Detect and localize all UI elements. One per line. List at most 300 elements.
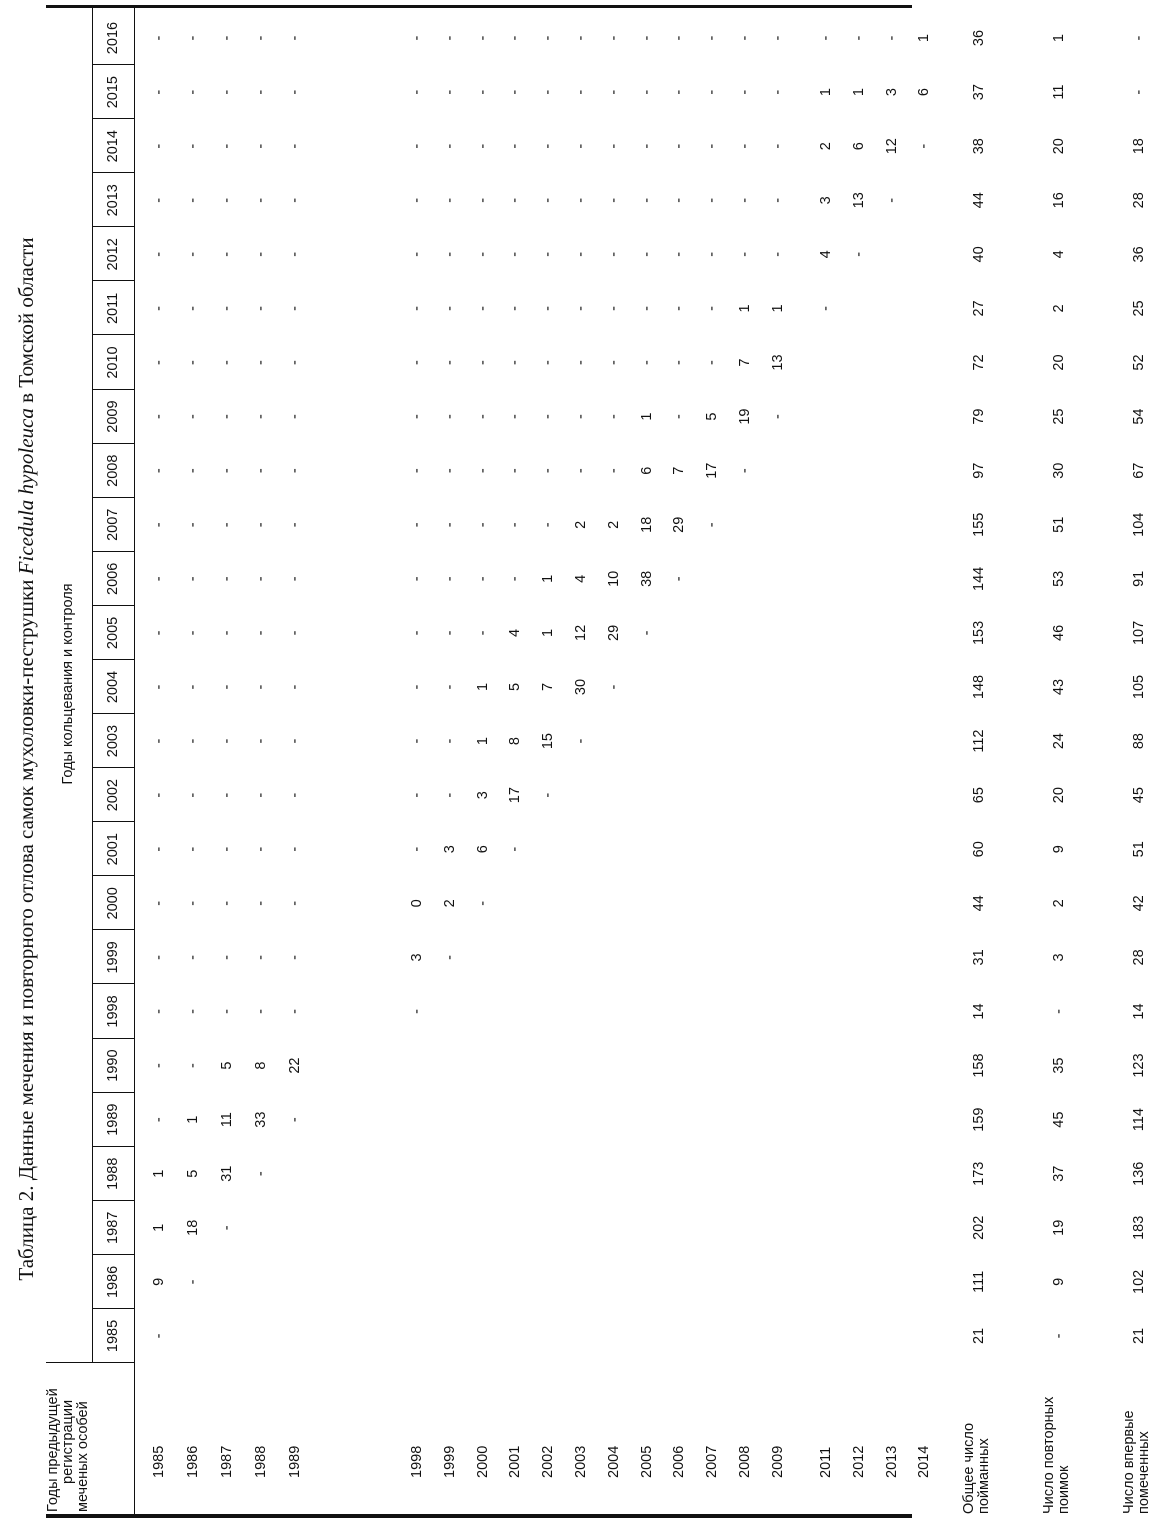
summary-cell: 36 (1131, 246, 1147, 263)
table-cell: - (409, 738, 425, 744)
table-cell: - (409, 197, 425, 203)
table-cell: - (605, 251, 622, 257)
table-cell: - (507, 846, 524, 852)
table-cell: - (184, 738, 201, 744)
table-cell: - (218, 468, 235, 474)
table-cell: - (441, 89, 458, 95)
table-cell: 11 (218, 1112, 235, 1128)
table-cell: - (151, 684, 167, 690)
summary-cell: 20 (1051, 354, 1067, 371)
table-cell: - (671, 35, 688, 41)
table-cell: - (474, 143, 491, 149)
table-cell: - (605, 197, 622, 203)
summary-cell: 20 (1051, 787, 1067, 804)
table-cell: - (218, 1225, 235, 1231)
year-divider (92, 118, 134, 119)
row-year-label: 2004 (605, 1445, 622, 1478)
table-cell: 1 (184, 1115, 201, 1124)
table-cell: - (507, 360, 524, 365)
year-header: 2008 (105, 454, 121, 487)
summary-cell: 158 (971, 1053, 987, 1078)
table-cell: - (252, 576, 269, 582)
table-cell: - (507, 522, 524, 528)
table-cell: - (184, 306, 201, 311)
caption-suffix: в Томской области (14, 237, 38, 409)
table-cell: 6 (850, 142, 867, 151)
table-cell: - (769, 414, 786, 420)
summary-cell: 173 (971, 1161, 987, 1186)
summary-cell: 3 (1051, 953, 1067, 962)
summary-cell: 54 (1131, 408, 1147, 425)
table-cell: 5 (218, 1061, 235, 1070)
summary-cell: 25 (1051, 408, 1067, 425)
table-cell: - (850, 251, 867, 257)
table-cell: - (474, 360, 491, 365)
table-cell: - (671, 306, 688, 311)
year-divider (92, 821, 134, 822)
table-cell: - (441, 738, 458, 744)
table-cell: - (151, 89, 167, 95)
table-cell: - (252, 360, 269, 365)
year-divider (92, 983, 134, 984)
summary-cell: 20 (1051, 138, 1067, 155)
table-cell: 1 (916, 34, 933, 43)
table-cell: - (218, 955, 235, 960)
summary-label-line: Число впервые (1121, 1410, 1137, 1514)
table-cell: 1 (737, 304, 753, 313)
summary-label (962, 1364, 992, 1514)
table-cell: - (252, 955, 269, 960)
table-cell: - (184, 360, 201, 365)
table-cell: - (573, 197, 589, 203)
table-cell: - (286, 630, 303, 636)
summary-cell: 37 (1051, 1165, 1067, 1182)
table-cell: - (409, 414, 425, 420)
year-header: 1989 (105, 1103, 121, 1136)
table-cell: - (151, 522, 167, 528)
table-cell: - (286, 414, 303, 420)
table-cell: - (474, 35, 491, 41)
table-cell: - (184, 900, 201, 906)
summary-cell: 107 (1131, 620, 1147, 646)
summary-cell: 19 (1051, 1219, 1067, 1236)
row-year-label: 2000 (474, 1445, 491, 1478)
table-cell: - (507, 35, 524, 41)
table-cell: - (605, 35, 622, 41)
table-cell: - (441, 360, 458, 365)
table-cell: - (151, 576, 167, 582)
row-header-label (46, 1364, 134, 1512)
year-divider (92, 1200, 134, 1201)
summary-cell: 35 (1051, 1057, 1067, 1074)
summary-cell: 111 (971, 1270, 987, 1293)
table-cell: 6 (474, 845, 491, 854)
table-cell: - (737, 89, 753, 95)
table-cell: 2 (605, 520, 622, 529)
summary-cell: 28 (1131, 949, 1147, 966)
year-header: 2007 (105, 508, 121, 541)
year-divider (92, 713, 134, 714)
table-cell: - (540, 522, 557, 528)
table-cell: - (218, 522, 235, 528)
table-cell: 7 (540, 682, 557, 692)
table-cell: - (218, 684, 235, 690)
table-cell: 5 (704, 412, 721, 421)
table-cell: - (507, 89, 524, 95)
table-cell: - (573, 143, 589, 149)
table-cell: - (286, 143, 303, 149)
summary-cell: 155 (971, 512, 987, 537)
year-header: 1988 (105, 1157, 121, 1190)
table-cell: - (605, 143, 622, 149)
table-cell: - (252, 846, 269, 852)
table-cell: - (286, 1009, 303, 1014)
table-cell: - (638, 306, 655, 311)
table-cell: - (218, 1009, 235, 1014)
summary-cell: 65 (971, 787, 987, 804)
row-year-label: 2007 (704, 1445, 721, 1478)
table-cell: - (409, 306, 425, 311)
table-cell: - (638, 197, 655, 203)
year-header: 1998 (105, 995, 121, 1028)
table-cell: - (218, 900, 235, 906)
table-cell: - (704, 251, 721, 257)
row-year-label: 2001 (507, 1445, 524, 1478)
table-cell: 3 (474, 791, 491, 800)
table-cell: - (286, 197, 303, 203)
table-cell: 2 (573, 520, 589, 529)
table-cell: 5 (507, 682, 524, 692)
summary-cell: 1 (1051, 34, 1067, 43)
table-cell: - (441, 576, 458, 582)
table-cell: - (252, 468, 269, 474)
table-cell: 1 (540, 574, 557, 583)
header-rule (92, 8, 93, 1363)
summary-cell: 52 (1131, 354, 1147, 371)
table-cell: - (474, 251, 491, 257)
table-cell: 3 (883, 88, 900, 97)
table-cell: - (507, 468, 524, 474)
table-cell: - (151, 792, 167, 798)
summary-cell: 97 (971, 462, 987, 479)
year-divider (92, 1092, 134, 1093)
table-cell: - (573, 738, 589, 744)
summary-cell: 102 (1131, 1269, 1147, 1294)
summary-cell: - (1131, 89, 1147, 95)
table-cell: - (184, 522, 201, 528)
year-header: 2001 (105, 833, 121, 866)
table-cell: - (252, 414, 269, 420)
table-cell: - (151, 414, 167, 420)
row-year-label: 2014 (916, 1445, 933, 1478)
table-cell: - (218, 143, 235, 149)
table-cell: - (573, 306, 589, 311)
table-cell: - (184, 846, 201, 852)
table-cell: - (218, 846, 235, 852)
table-cell: 1 (151, 1169, 167, 1178)
table-cell: - (184, 792, 201, 798)
row-year-label: 2003 (573, 1445, 589, 1478)
table-cell: - (573, 414, 589, 420)
table-cell: 2 (441, 899, 458, 908)
year-divider (92, 551, 134, 552)
table-cell: - (184, 251, 201, 257)
table-cell: - (252, 197, 269, 203)
year-divider (92, 280, 134, 281)
table-cell: 4 (573, 574, 589, 583)
summary-cell: 202 (971, 1215, 987, 1240)
table-cell: - (252, 35, 269, 41)
table-cell: - (151, 251, 167, 257)
year-header: 1999 (105, 941, 121, 974)
summary-cell: 9 (1051, 845, 1067, 854)
table-cell: - (573, 251, 589, 257)
year-divider (92, 875, 134, 876)
table-cell: - (409, 630, 425, 636)
year-divider (92, 1362, 134, 1363)
table-cell: - (184, 1063, 201, 1068)
year-divider (92, 443, 134, 444)
row-header-line: Годы предыдущей (45, 1388, 61, 1512)
summary-cell: 2 (1051, 304, 1067, 313)
table-cell: - (409, 468, 425, 474)
row-year-label: 2012 (850, 1445, 867, 1478)
table-cell: - (769, 89, 786, 95)
year-header: 2006 (105, 562, 121, 595)
summary-label-line: помеченных (1136, 1431, 1152, 1514)
table-cell: - (286, 522, 303, 528)
row-year-label: 1985 (151, 1445, 167, 1478)
table-cell: - (704, 360, 721, 365)
row-year-label: 2008 (737, 1445, 753, 1478)
summary-cell: 45 (1051, 1111, 1067, 1128)
table-caption (11, 0, 41, 1518)
table-cell: - (252, 738, 269, 744)
table-cell: 1 (850, 88, 867, 97)
summary-cell: 44 (971, 895, 987, 912)
summary-cell: 14 (1131, 1003, 1147, 1020)
table-cell: - (769, 197, 786, 203)
summary-cell: 38 (971, 138, 987, 155)
year-header: 2014 (105, 130, 121, 163)
table-cell: - (409, 1009, 425, 1014)
table-cell: - (218, 738, 235, 744)
year-divider (92, 497, 134, 498)
table-cell: 2 (818, 142, 834, 151)
table-cell: - (252, 1171, 269, 1177)
summary-cell: 36 (971, 29, 987, 47)
summary-cell: 28 (1131, 192, 1147, 209)
table-cell: - (151, 1117, 167, 1123)
table-cell: - (218, 792, 235, 798)
table-cell: 31 (218, 1165, 235, 1182)
summary-cell: 16 (1051, 192, 1067, 209)
summary-cell: 53 (1051, 570, 1067, 587)
year-header: 2011 (105, 292, 121, 325)
table-cell: - (184, 576, 201, 582)
table-cell: - (184, 143, 201, 149)
table-cell: - (737, 468, 753, 474)
table-cell: - (540, 143, 557, 149)
table-cell: 18 (184, 1219, 201, 1236)
table-cell: - (573, 89, 589, 95)
year-header: 2012 (105, 238, 121, 271)
table-bottom-rule (46, 5, 912, 8)
table-cell: - (184, 197, 201, 203)
row-year-label: 1989 (286, 1445, 303, 1478)
table-cell: - (704, 197, 721, 203)
table-cell: - (605, 89, 622, 95)
table-cell: - (151, 1063, 167, 1068)
year-divider (92, 605, 134, 606)
table-cell: - (818, 35, 834, 41)
table-cell: - (704, 89, 721, 95)
table-cell: - (441, 684, 458, 690)
row-year-label: 2011 (818, 1446, 834, 1478)
table-cell: - (286, 684, 303, 690)
summary-cell: 51 (1131, 841, 1147, 858)
table-cell: - (769, 143, 786, 149)
table-cell: - (638, 143, 655, 149)
table-cell: - (409, 522, 425, 528)
summary-cell: 43 (1051, 678, 1067, 696)
summary-cell: 136 (1131, 1161, 1147, 1186)
summary-cell: 14 (971, 1003, 987, 1020)
table-cell: - (671, 89, 688, 95)
summary-label-line: Общее число (961, 1422, 977, 1514)
summary-cell: 21 (971, 1327, 987, 1345)
table-cell: - (409, 360, 425, 365)
table-cell: - (441, 630, 458, 636)
summary-cell: 112 (971, 729, 987, 753)
table-cell: - (540, 89, 557, 95)
summary-cell: 148 (971, 674, 987, 700)
table-cell: - (638, 35, 655, 41)
table-cell: - (252, 900, 269, 906)
table-cell: - (441, 197, 458, 203)
table-cell: - (252, 792, 269, 798)
table-top-rule (46, 1514, 912, 1518)
year-divider (92, 929, 134, 930)
summary-cell: - (1131, 35, 1147, 41)
table-cell: - (286, 251, 303, 257)
column-group-header: Годы кольцевания и контроля (60, 583, 76, 785)
table-cell: - (441, 955, 458, 960)
table-cell: - (671, 576, 688, 582)
row-header-line: регистрации (60, 1399, 76, 1484)
table-cell: - (540, 792, 557, 798)
table-cell: - (507, 143, 524, 149)
table-cell: - (409, 792, 425, 798)
table-cell: - (638, 360, 655, 365)
summary-cell: 183 (1131, 1215, 1147, 1240)
row-header-line: меченых особей (75, 1401, 91, 1512)
summary-cell: 91 (1131, 570, 1147, 587)
summary-cell: 9 (1051, 1277, 1067, 1286)
row-year-label: 1988 (252, 1445, 269, 1478)
table-cell: - (507, 414, 524, 420)
table-cell: - (286, 35, 303, 41)
table-cell: - (218, 576, 235, 582)
table-cell: - (474, 468, 491, 474)
table-cell: 15 (540, 733, 557, 750)
year-header: 2010 (105, 346, 121, 379)
table-cell: - (252, 89, 269, 95)
summary-label-line: поимок (1056, 1465, 1072, 1514)
table-cell: - (252, 684, 269, 690)
summary-cell: 24 (1051, 733, 1067, 750)
year-header: 1986 (105, 1265, 121, 1299)
table-cell: - (252, 1009, 269, 1014)
table-cell: - (252, 251, 269, 257)
table-cell: - (507, 306, 524, 311)
table-cell: 1 (540, 628, 557, 637)
table-cell: - (540, 360, 557, 365)
table-cell: - (151, 846, 167, 852)
table-cell: - (184, 955, 201, 960)
table-cell: - (605, 414, 622, 420)
table-cell: 3 (409, 953, 425, 962)
year-divider (92, 1146, 134, 1147)
table-cell: - (540, 35, 557, 41)
caption-species: Ficedula hypoleuca (14, 408, 38, 575)
table-cell: - (409, 846, 425, 852)
table-cell: - (409, 89, 425, 95)
table-cell: - (704, 522, 721, 528)
year-header: 2000 (105, 887, 121, 920)
table-cell: - (441, 306, 458, 311)
table-cell: - (218, 414, 235, 420)
table-cell: 1 (474, 682, 491, 692)
table-cell: - (474, 900, 491, 906)
table-cell: - (286, 792, 303, 798)
table-cell: 5 (184, 1169, 201, 1178)
table-cell: - (671, 414, 688, 420)
table-cell: - (441, 35, 458, 41)
table-cell: - (218, 306, 235, 311)
summary-cell: 123 (1131, 1053, 1147, 1078)
table-cell: 17 (507, 787, 524, 804)
table-cell: - (252, 522, 269, 528)
summary-cell: 21 (1131, 1327, 1147, 1345)
summary-cell: 40 (971, 246, 987, 263)
summary-cell: 114 (1131, 1108, 1147, 1132)
table-cell: 33 (252, 1111, 269, 1128)
summary-cell: - (1051, 1009, 1067, 1014)
summary-cell: 25 (1131, 300, 1147, 317)
summary-cell: 105 (1131, 674, 1147, 700)
table-cell: - (184, 1279, 201, 1285)
row-year-label: 1987 (218, 1445, 235, 1478)
year-header: 1990 (105, 1049, 121, 1082)
table-cell: - (286, 955, 303, 960)
table-cell: - (218, 360, 235, 365)
row-year-label: 2009 (769, 1445, 786, 1478)
table-cell: - (151, 306, 167, 311)
table-cell: - (441, 251, 458, 257)
table-cell: - (286, 306, 303, 311)
summary-cell: 30 (1051, 462, 1067, 479)
table-cell: 13 (769, 354, 786, 371)
year-header: 2003 (105, 724, 121, 758)
summary-cell: 79 (971, 408, 987, 425)
table-cell: 8 (252, 1061, 269, 1070)
table-cell: - (507, 251, 524, 257)
table-cell: - (151, 1009, 167, 1014)
year-header: 2005 (105, 616, 121, 650)
table-cell: 12 (883, 138, 900, 155)
table-cell: 22 (286, 1057, 303, 1074)
